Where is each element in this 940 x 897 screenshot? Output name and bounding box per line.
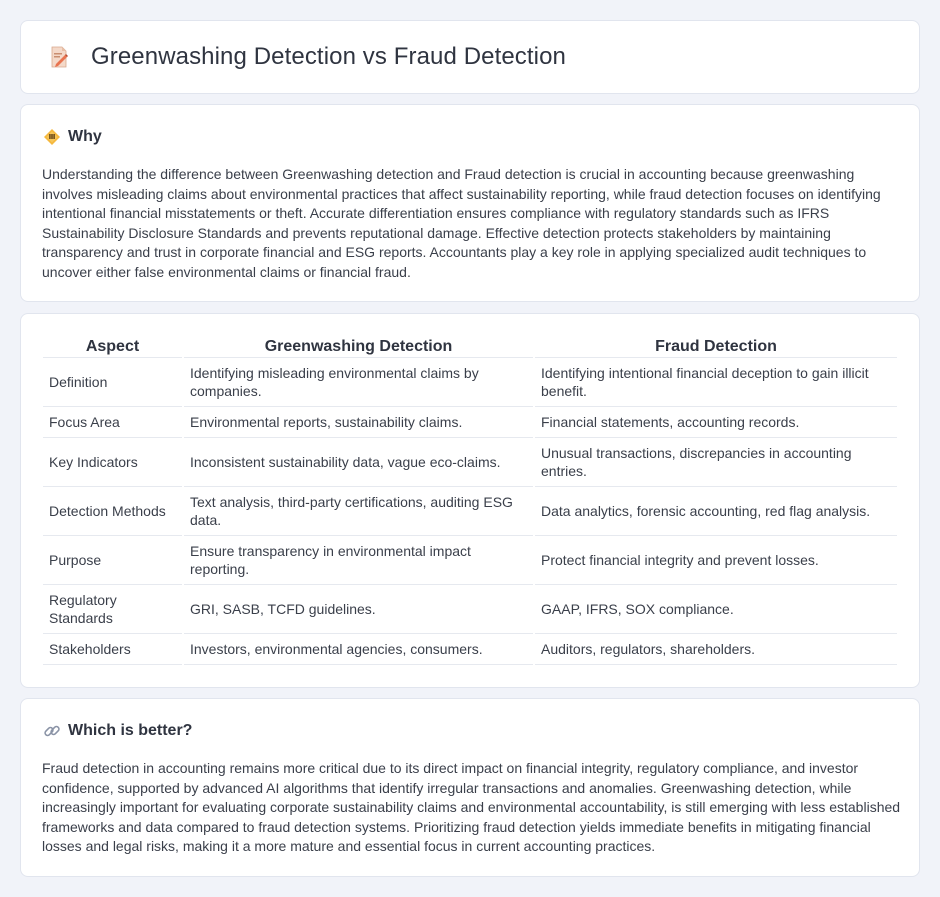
- fraud-cell: Identifying intentional financial deception to gain illicit benefit.: [535, 358, 897, 407]
- why-title: Why: [68, 128, 102, 145]
- fraud-cell: Auditors, regulators, shareholders.: [535, 634, 897, 665]
- greenwashing-cell: Inconsistent sustainability data, vague eco-claims.: [184, 438, 533, 487]
- table-row: [43, 585, 897, 634]
- comparison-section: [20, 313, 920, 688]
- better-text: Fraud detection in accounting remains more critical due to its direct impact on financial integrity, regulatory compliance, and investor confidence, supported by advanced AI algorithms that identify irregular transactions and anomalies. Greenwashing detection, while increasingly important for evaluating corporate sustainability claims and environmental accountability, is still emerging with less established frameworks and data compared to fraud detection systems. Prioritizing fraud detection yields immediate benefits in mitigating financial losses and legal risks, making it a more mature and essential focus in current accounting practices.: [42, 760, 901, 854]
- table-header-row: [43, 336, 897, 358]
- better-section: [20, 698, 920, 877]
- fraud-cell: Financial statements, accounting records.: [535, 407, 897, 438]
- greenwashing-cell: Identifying misleading environmental claims by companies.: [184, 358, 533, 407]
- document-pencil-icon: [47, 45, 71, 69]
- greenwashing-cell: Environmental reports, sustainability claims.: [184, 407, 533, 438]
- greenwashing-cell: GRI, SASB, TCFD guidelines.: [184, 585, 533, 634]
- header-fraud: Fraud Detection: [535, 336, 897, 358]
- fraud-cell: Data analytics, forensic accounting, red flag analysis.: [535, 487, 897, 536]
- greenwashing-cell: Ensure transparency in environmental impact reporting.: [184, 536, 533, 585]
- why-heading: [43, 128, 102, 146]
- aspect-cell: Purpose: [43, 536, 182, 585]
- aspect-cell: Key Indicators: [43, 438, 182, 487]
- fraud-cell: Protect financial integrity and prevent losses.: [535, 536, 897, 585]
- better-title: Which is better?: [68, 722, 193, 739]
- table-row: [43, 487, 897, 536]
- greenwashing-cell: Investors, environmental agencies, consumers.: [184, 634, 533, 665]
- table-row: [43, 407, 897, 438]
- page-title: Greenwashing Detection vs Fraud Detection: [91, 43, 567, 70]
- header-card: [20, 20, 920, 94]
- header-greenwashing: Greenwashing Detection: [184, 336, 533, 358]
- greenwashing-cell: Text analysis, third-party certifications, auditing ESG data.: [184, 487, 533, 536]
- aspect-cell: Definition: [43, 358, 182, 407]
- aspect-cell: Stakeholders: [43, 634, 182, 665]
- fraud-cell: Unusual transactions, discrepancies in accounting entries.: [535, 438, 897, 487]
- aspect-cell: Detection Methods: [43, 487, 182, 536]
- aspect-cell: Regulatory Standards: [43, 585, 182, 634]
- table-row: [43, 536, 897, 585]
- table-row: [43, 358, 897, 407]
- why-section: [20, 104, 920, 302]
- comparison-table: [41, 336, 899, 665]
- better-heading: [43, 722, 192, 740]
- table-row: [43, 438, 897, 487]
- table-row: [43, 634, 897, 665]
- link-icon: [43, 722, 61, 740]
- why-text: Understanding the difference between Greenwashing detection and Fraud detection is crucial in accounting because greenwashing involves misleading claims about environmental practices that affect sustainability reporting, while fraud detection focuses on identifying intentional financial misstatements or theft. Accurate differentiation ensures compliance with regulatory standards such as IFRS Sustainability Disclosure Standards and prevents reputational damage. Effective detection protects stakeholders by maintaining transparency and trust in corporate financial and ESG reports. Accountants play a key role in applying specialized audit techniques to uncover either false environmental claims or financial fraud.: [42, 166, 881, 280]
- fraud-cell: GAAP, IFRS, SOX compliance.: [535, 585, 897, 634]
- aspect-cell: Focus Area: [43, 407, 182, 438]
- diamond-warning-icon: [43, 128, 61, 146]
- header-aspect: Aspect: [43, 336, 182, 358]
